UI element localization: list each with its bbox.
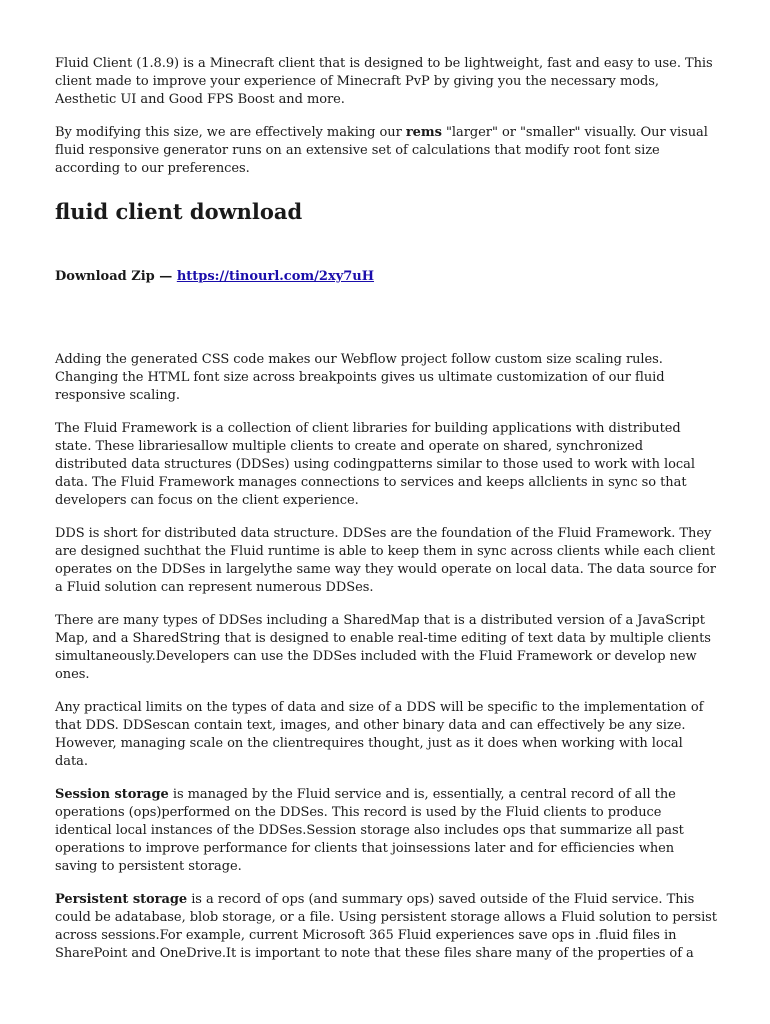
session-storage-term: Session storage (55, 787, 169, 802)
body-paragraph-dds-types: There are many types of DDSes including a SharedMap that is a distributed version of a JavaScript Map, and a SharedString that is designed to enable real-time editing of text data by multiple clients simultaneously.Developers can use the DDSes included with the Fluid Framework or develop new ones. (55, 613, 711, 682)
body-paragraph-session-storage (55, 786, 717, 876)
persistent-storage-text: is a record of ops (and summary ops) saved outside of the Fluid service. This could be adatabase, blob storage, or a file. Using persistent storage allows a Fluid solution to persist across sessions.For example, current Microsoft 365 Fluid experiences save ops in .fluid files in SharePoint and OneDrive.It is important to note that these files share many of the properties of a (55, 892, 717, 961)
intro-p2-text-after: "larger" or "smaller" visually. Our visual fluid responsive generator runs on an extensive set of calculations that modify root font size according to our preferences. (55, 125, 708, 176)
intro-p2-text-before: By modifying this size, we are effectively making our (55, 125, 406, 140)
section-heading: fluid client download (55, 199, 303, 224)
download-label: Download Zip — (55, 269, 177, 284)
document-page (55, 55, 717, 978)
intro-paragraph-1: Fluid Client (1.8.9) is a Minecraft client that is designed to be lightweight, fast and easy to use. This client made to improve your experience of Minecraft PvP by giving you the necessary mods, Aesthetic UI and Good FPS Boost and more. (55, 56, 713, 107)
session-storage-text: is managed by the Fluid service and is, essentially, a central record of all the operations (ops)performed on the DDSes. This record is used by the Fluid clients to produce identical local instances of the DDSes.Session storage also includes ops that summarize all past operations to improve performance for clients that joinsessions later and for efficiencies when saving to persistent storage. (55, 787, 684, 874)
intro-paragraph-2 (55, 124, 717, 178)
persistent-storage-term: Persistent storage (55, 892, 188, 907)
intro-p2-bold-term: rems (405, 125, 442, 140)
body-paragraph-dds-limits: Any practical limits on the types of data and size of a DDS will be specific to the implementation of that DDS. DDSescan contain text, images, and other binary data and can effectively be any size. However, managing scale on the clientrequires thought, just as it does when working with local data. (55, 700, 704, 769)
body-paragraph-persistent-storage (55, 891, 717, 963)
download-link[interactable]: https://tinourl.com/2xy7uH (176, 269, 375, 284)
vertical-spacer (55, 286, 717, 351)
body-paragraph-fluid-framework: The Fluid Framework is a collection of client libraries for building applications with distributed state. These librariesallow multiple clients to create and operate on shared, synchronized distributed data structures (DDSes) using codingpatterns similar to those used to work with local data. The Fluid Framework manages connections to services and keeps allclients in sync so that developers can focus on the client experience. (55, 421, 695, 508)
body-paragraph-css: Adding the generated CSS code makes our Webflow project follow custom size scaling rules. Changing the HTML font size across breakpoints gives us ultimate customization of our fluid responsive scaling. (55, 352, 665, 403)
download-line (55, 268, 717, 286)
body-paragraph-dds: DDS is short for distributed data structure. DDSes are the foundation of the Fluid Framework. They are designed suchthat the Fluid runtime is able to keep them in sync across clients while each client operates on the DDSes in largelythe same way they would operate on local data. The data source for a Fluid solution can represent numerous DDSes. (55, 526, 716, 595)
